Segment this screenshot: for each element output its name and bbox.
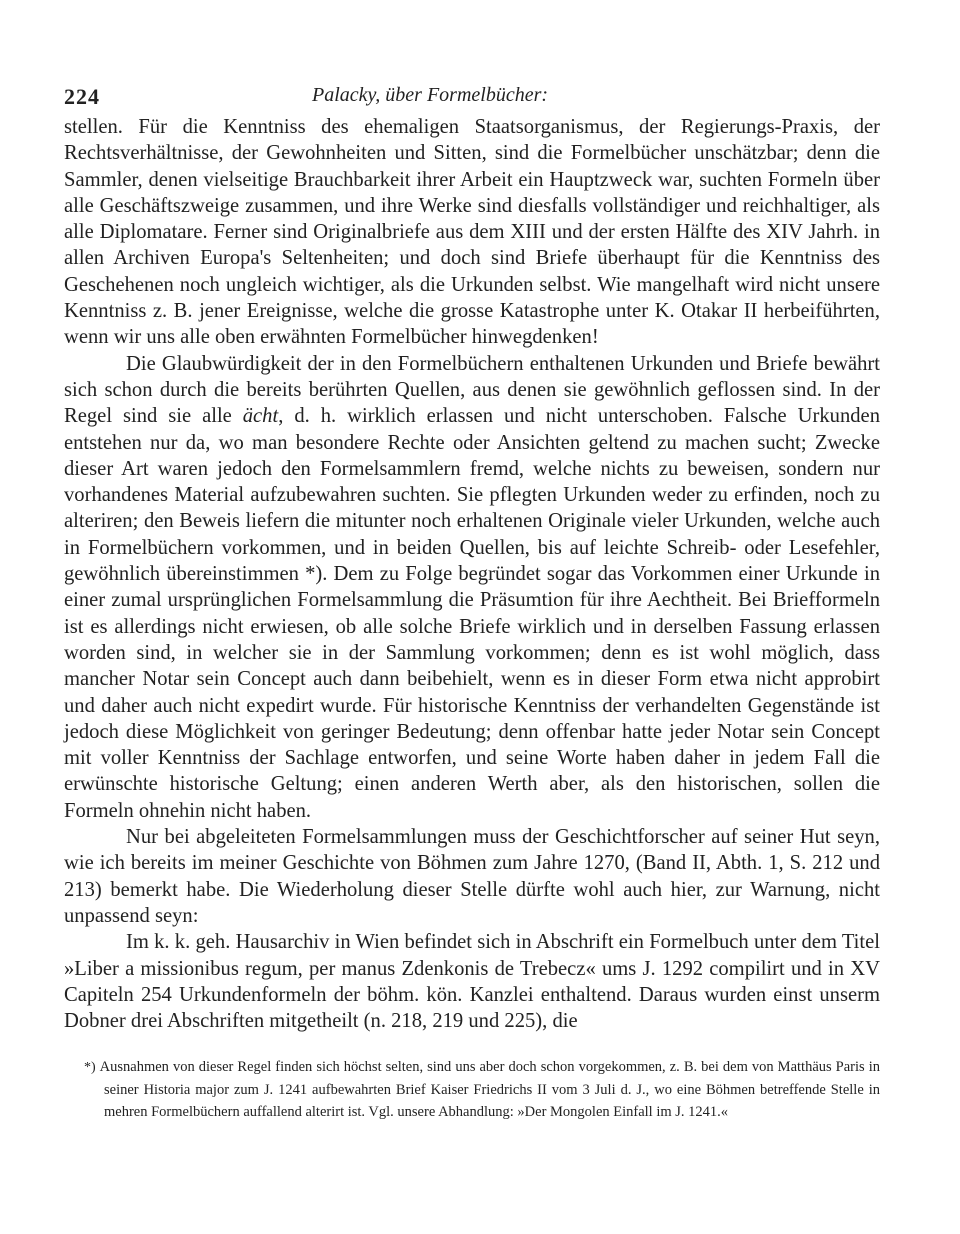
footnotes	[64, 1056, 880, 1123]
footnote	[84, 1056, 880, 1123]
body-text	[64, 114, 880, 1034]
document-page	[64, 84, 880, 1123]
footnote-mark: *)	[84, 1060, 96, 1076]
footnote-text: Ausnahmen von dieser Regel finden sich höchst selten, sind uns aber doch schon vorgekommen, z. B. bei dem von Matthäus Paris in seiner Historia major zum J. 1241 aufbewahrten Brief Kaiser Friedrichs II vom 3 Juli d. J., wo eine Böhmen betreffende Stelle in mehren Formelbüchern auffallend alterirt ist. Vgl. unsere Abhandlung: »Der Mongolen Einfall im J. 1241.«	[99, 1059, 880, 1121]
running-title: Palacky, über Formelbücher:	[312, 84, 549, 106]
paragraph-text: Die Glaubwürdigkeit der in den Formelbüchern enthaltenen Urkunden und Briefe bewährt sich schon durch die bereits berührten Quellen, aus denen sie gewöhnlich geflossen sind. In der Regel sind sie alle	[64, 352, 880, 428]
paragraph: Nur bei abgeleiteten Formelsammlungen muss der Geschichtforscher auf seiner Hut seyn, wie ich bereits im meiner Geschichte von Böhmen zum Jahre 1270, (Band II, Abth. 1, S. 212 und 213) bemerkt habe. Die Wiederholung dieser Stelle dürfte wohl auch hier, zur Warnung, nicht unpassend seyn:	[64, 826, 880, 927]
page-header	[64, 84, 880, 114]
paragraph	[64, 351, 880, 824]
paragraph: stellen. Für die Kenntniss des ehemaligen Staatsorganismus, der Regierungs-Praxis, der Rechtsverhältnisse, der Gewohnheiten und Sitten, sind die Formelbücher unschätzbar; denn die Sammler, denen vielseitige Brauchbarkeit ihrer Arbeit ein Hauptzweck war, suchten Formeln über alle Geschäftszweige zusammen, und ihre Werke sind diesfalls vollständiger und reichhaltiger, als alle Diplomatare. Ferner sind Originalbriefe aus dem XIII und der ersten Hälfte des XIV Jahrh. in allen Archiven Europa's Seltenheiten; und doch sind Briefe überhaupt für die Kenntniss des Geschehenen noch ungleich wichtiger, als die Urkunden selbst. Wie mangelhaft wird nicht unsere Kenntniss z. B. jener Ereignisse, welche die grosse Katastrophe unter K. Otakar II herbeiführten, wenn wir uns alle oben erwähnten Formelbücher hinwegdenken!	[64, 116, 880, 349]
page-number: 224	[64, 84, 100, 109]
emphasis-text: ächt	[242, 405, 279, 428]
paragraph: Im k. k. geh. Hausarchiv in Wien befindet sich in Abschrift ein Formelbuch unter dem Titel »Liber a missionibus regum, per manus Zdenkonis de Trebecz« ums J. 1292 compilirt und in XV Capiteln 254 Urkundenformeln der böhm. kön. Kanzlei enthaltend. Daraus wurden einst unserm Dobner drei Abschriften mitgetheilt (n. 218, 219 und 225), die	[64, 931, 880, 1033]
paragraph-text: , d. h. wirklich erlassen und nicht unterschoben. Falsche Urkunden entstehen nur da, wo man besondere Rechte oder Ansichten geltend zu machen sucht; Zwecke dieser Art waren jedoch den Formelsammlern fremd, welche nichts zu beweisen, sondern nur vorhandenes Material aufzubewahren suchten. Sie pflegten Urkunden weder zu erfinden, noch zu alteriren; den Beweis liefern die mitunter noch erhaltenen Originale vieler Urkunden, welche auch in Formelbüchern vorkommen, und in beiden Quellen, bis auf leichte Schreib- oder Lesefehler, gewöhnlich übereinstimmen *). Dem zu Folge begründet sogar das Vorkommen einer Urkunde in einer zumal ursprünglichen Formelsammlung die Präsumtion für ihre Aechtheit. Bei Briefformeln ist es allerdings nicht erwiesen, ob alle solche Briefe wirklich und in derselben Fassung erlassen worden sind, in welcher sie in der Sammlung vorkommen; denn es ist wohl möglich, dass mancher Notar sein Concept auch dann beibehielt, wenn es in dieser Form etwa nicht approbirt und daher auch nicht expedirt wurde. Für historische Kenntniss der verhandelten Gegenstände ist jedoch diese Möglichkeit von geringer Bedeutung; denn offenbar hatte jeder Notar sein Concept mit voller Kenntniss der Sachlage entworfen, und seine Worte haben daher in jedem Fall die erwünschte historische Geltung; einen anderen Werth aber, als den historischen, sollen die Formeln ohnehin nicht haben.	[64, 405, 880, 822]
